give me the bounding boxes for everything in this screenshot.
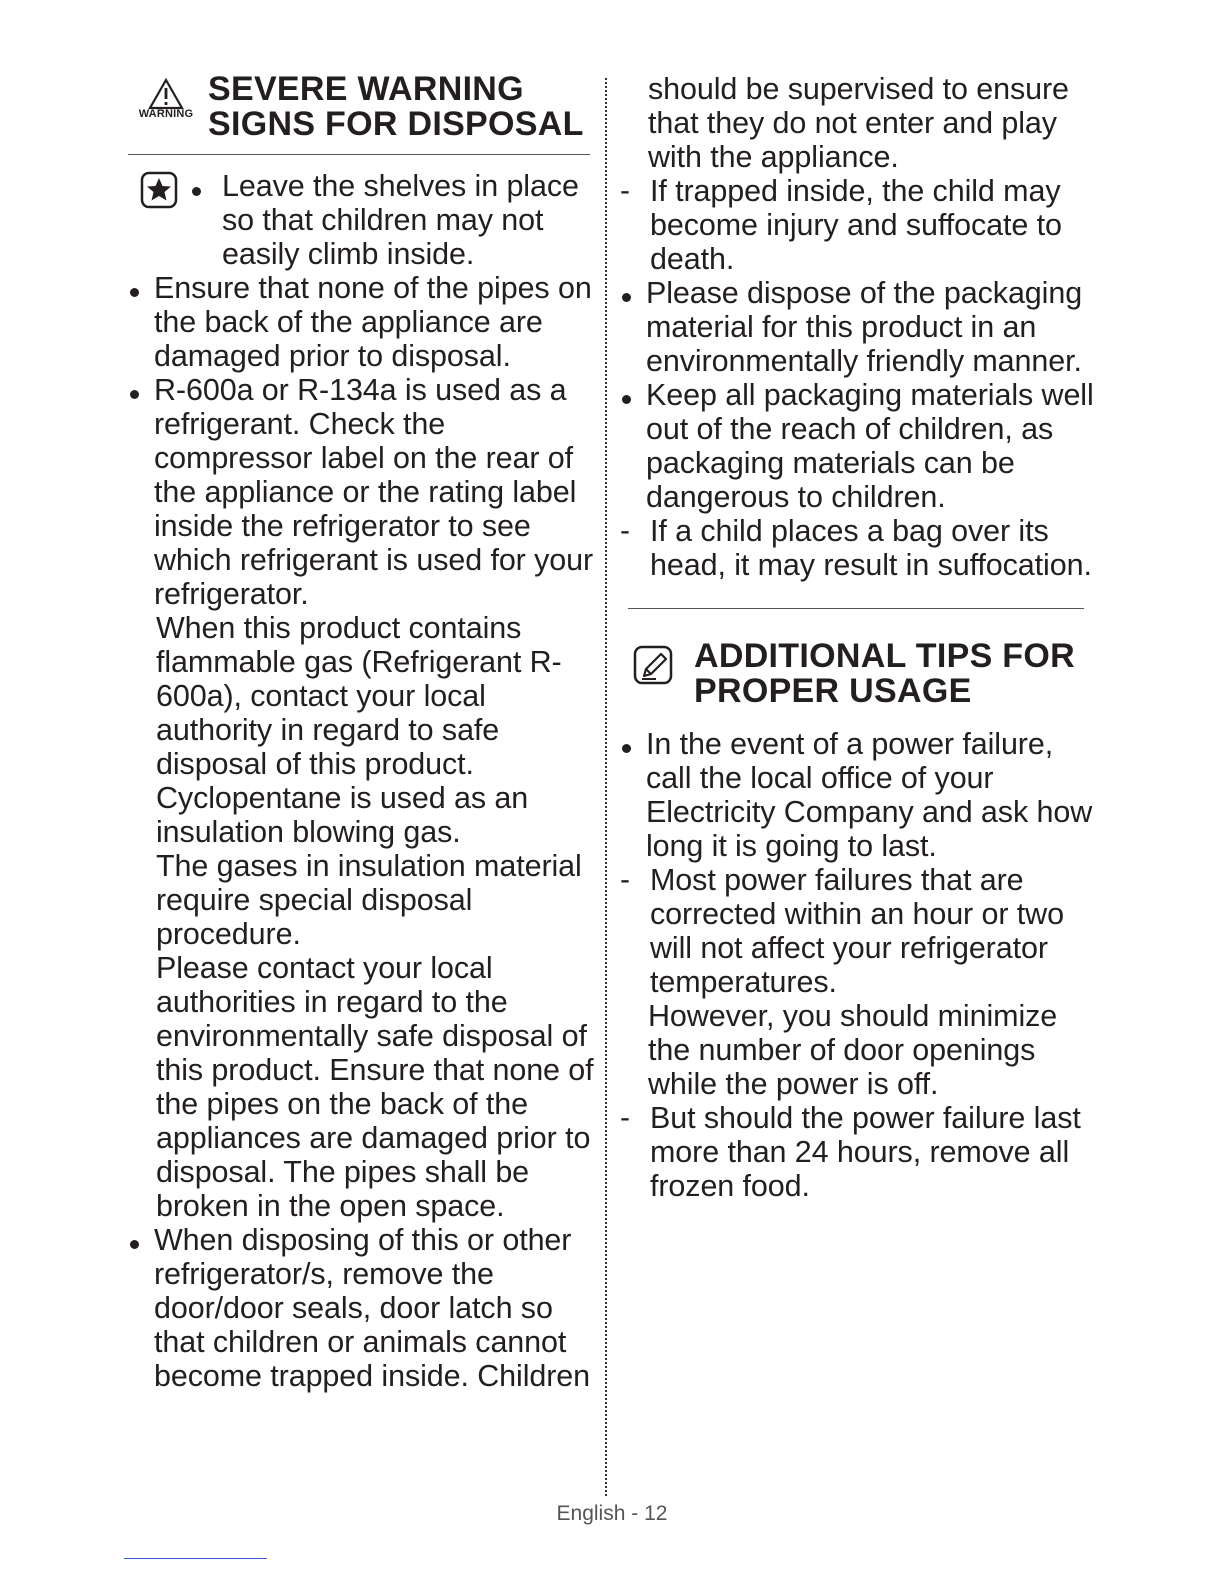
continuation-paragraph: When this product contains flammable gas (Refrigerant R-600a), contact your local authority in regard to safe disposal of this product.	[156, 611, 562, 781]
footer-link-underline	[124, 1558, 267, 1559]
star-icon	[140, 171, 178, 209]
bullet-dot	[130, 288, 139, 297]
bullet-dot	[192, 187, 201, 196]
right-column	[616, 72, 1106, 1203]
dash-marker: -	[620, 514, 630, 547]
severe-warning-header	[124, 72, 600, 142]
dash-text: If trapped inside, the child may become injury and suffocate to death.	[650, 174, 1062, 276]
bullet-item	[124, 1223, 600, 1393]
bullet-item	[124, 373, 600, 611]
dash-marker: -	[620, 863, 630, 896]
footer-separator: -	[631, 1502, 639, 1525]
continuation-paragraph: Please contact your local authorities in regard to the environmentally safe disposal of this product. Ensure that none of the pipes on the back of the appliances are damaged prior to disposal. The pipes shall be broken in the open space.	[156, 951, 594, 1223]
column-divider	[605, 78, 607, 1496]
dash-text: But should the power failure last more than 24 hours, remove all frozen food.	[650, 1101, 1081, 1203]
continuation-paragraph: However, you should minimize the number of door openings while the power is off.	[648, 999, 1058, 1101]
footer-language: English	[556, 1502, 626, 1525]
star-bullet-item	[124, 169, 600, 271]
dash-marker: -	[620, 174, 630, 207]
section-title-line1: SEVERE WARNING	[208, 70, 524, 108]
bullet-text: Please dispose of the packaging material for this product in an environmentally friendly manner.	[646, 276, 1083, 378]
section-title-line2: SIGNS FOR DISPOSAL	[208, 105, 584, 143]
page-number: 12	[644, 1502, 668, 1525]
bullet-dot	[622, 744, 631, 753]
bullet-item	[616, 378, 1106, 514]
additional-tips-header	[632, 639, 1106, 709]
continuation-paragraph: Cyclopentane is used as an insulation blowing gas.	[156, 781, 529, 849]
star-bullet-text: Leave the shelves in place so that children may not easily climb inside.	[222, 169, 579, 271]
bullet-text: Keep all packaging materials well out of the reach of children, as packaging materials can be dangerous to children.	[646, 378, 1094, 514]
bullet-dot	[130, 1240, 139, 1249]
warning-icon-label: WARNING	[138, 108, 194, 120]
bullet-item	[124, 271, 600, 373]
left-column	[124, 72, 600, 1393]
section-divider	[628, 608, 1084, 609]
bullet-text: R-600a or R-134a is used as a refrigerant. Check the compressor label on the rear of the appliance or the rating label inside the refrigerator to see which refrigerant is used for your refrigerator.	[154, 373, 594, 611]
dash-text: If a child places a bag over its head, it may result in suffocation.	[650, 514, 1092, 582]
dash-text: Most power failures that are corrected within an hour or two will not affect your refrigerator temperatures.	[650, 863, 1064, 999]
bullet-item	[616, 727, 1106, 863]
tips-title-line1: ADDITIONAL TIPS FOR	[694, 637, 1075, 675]
bullet-dot	[622, 395, 631, 404]
dash-item	[616, 1101, 1106, 1203]
section-title	[208, 72, 584, 142]
bullet-text: When disposing of this or other refrigerator/s, remove the door/door seals, door latch so that children or animals cannot become trapped inside. Children	[154, 1223, 591, 1393]
bullet-text: In the event of a power failure, call the local office of your Electricity Company and ask how long it is going to last.	[646, 727, 1093, 863]
tips-title	[694, 639, 1075, 709]
dash-item	[616, 514, 1106, 582]
warning-triangle-icon	[148, 78, 184, 110]
dash-item	[616, 174, 1106, 276]
bullet-text: Ensure that none of the pipes on the back of the appliance are damaged prior to disposal.	[154, 271, 592, 373]
page-footer	[0, 1502, 1224, 1526]
title-underline	[128, 154, 590, 155]
tips-title-line2: PROPER USAGE	[694, 672, 972, 710]
bullet-dot	[622, 293, 631, 302]
warning-symbol	[124, 72, 208, 120]
continuation-paragraph: The gases in insulation material require special disposal procedure.	[156, 849, 582, 951]
note-pencil-icon	[632, 643, 676, 687]
bullet-item	[616, 276, 1106, 378]
bullet-dot	[130, 390, 139, 399]
continued-paragraph: should be supervised to ensure that they do not enter and play with the appliance.	[648, 72, 1069, 174]
dash-marker: -	[620, 1101, 630, 1134]
dash-item	[616, 863, 1106, 999]
